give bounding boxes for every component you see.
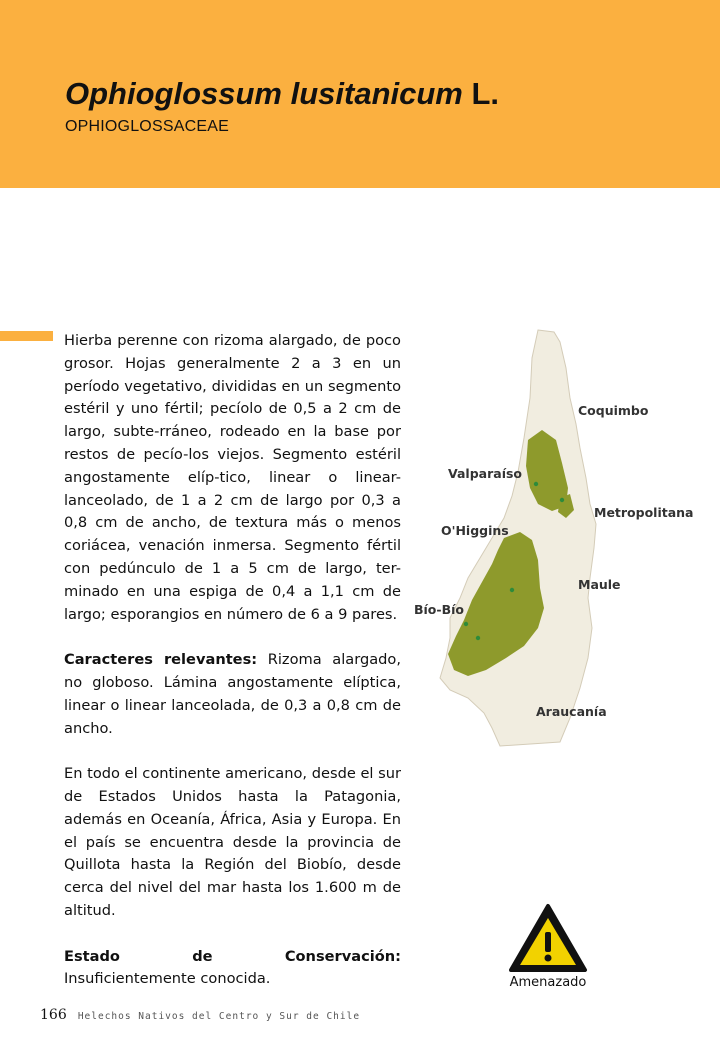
map-label-maule: Maule bbox=[578, 577, 621, 592]
map-label-araucania: Araucanía bbox=[536, 704, 607, 719]
family-name: OPHIOGLOSSACEAE bbox=[65, 118, 229, 135]
conservation-paragraph bbox=[64, 946, 401, 992]
map-label-biobio: Bío-Bío bbox=[414, 602, 464, 617]
traits-label: Caracteres relevantes: bbox=[64, 651, 258, 669]
record-point bbox=[476, 636, 480, 640]
species-author: L. bbox=[471, 76, 500, 111]
species-title bbox=[65, 76, 499, 112]
map-label-metropolitana: Metropolitana bbox=[594, 505, 694, 520]
conservation-label: Estado de Conservación: bbox=[64, 947, 401, 965]
page-footer bbox=[40, 1004, 360, 1023]
warning-triangle-icon bbox=[508, 902, 588, 974]
status-label: Amenazado bbox=[509, 975, 587, 990]
page-number: 166 bbox=[40, 1007, 67, 1023]
map-label-valparaiso: Valparaíso bbox=[448, 466, 523, 481]
record-point bbox=[560, 498, 564, 502]
distribution-paragraph: En todo el continente americano, desde el sur de Estados Unidos hasta la Patagonia, además en Oceanía, África, Asia y Europa. En el país se encuentra desde la provincia de Quillota hasta la Región del Biobío, desde cerca del nivel del mar hasta los 1.600 m de altitud. bbox=[64, 765, 401, 919]
record-point bbox=[464, 622, 468, 626]
description-paragraph: Hierba perenne con rizoma alargado, de poco grosor. Hojas generalmente 2 a 3 en un período vegetativo, divididas en un segmento estéril y uno fértil; pecíolo de 0,5 a 2 cm de largo, subte-rráneo, rodeado en la base por restos de pecío-los viejos. Segmento estéril angostamente elíp-tico, linear o linear-lanceolado, de 1 a 2 cm de largo por 0,3 a 0,8 cm de ancho, de textura más o menos coriácea, venación inmersa. Segmento fértil con pedúnculo de 1 a 5 cm de largo, ter-minado en una espiga de 0,4 a 1,1 cm de largo; esporangios en número de 6 a 9 pares. bbox=[64, 332, 401, 623]
map-graphic bbox=[420, 328, 690, 748]
traits-paragraph bbox=[64, 649, 401, 740]
header-band bbox=[0, 0, 720, 188]
traits-text: Rizoma alargado, no globoso. Lámina angostamente elíptica, linear o linear lanceolada, de 0,3 a 0,8 cm de ancho. bbox=[64, 651, 401, 737]
record-point bbox=[534, 482, 538, 486]
species-binomial: Ophioglossum lusitanicum bbox=[65, 76, 463, 111]
map-label-ohiggins: O'Higgins bbox=[441, 523, 509, 538]
conservation-text: Insuficientemente conocida. bbox=[64, 970, 271, 988]
map-label-coquimbo: Coquimbo bbox=[578, 403, 649, 418]
book-title: Helechos Nativos del Centro y Sur de Chile bbox=[77, 1011, 361, 1022]
record-point bbox=[510, 588, 514, 592]
description-column bbox=[64, 330, 401, 991]
distribution-map bbox=[414, 328, 694, 748]
section-accent-bar bbox=[0, 331, 53, 341]
